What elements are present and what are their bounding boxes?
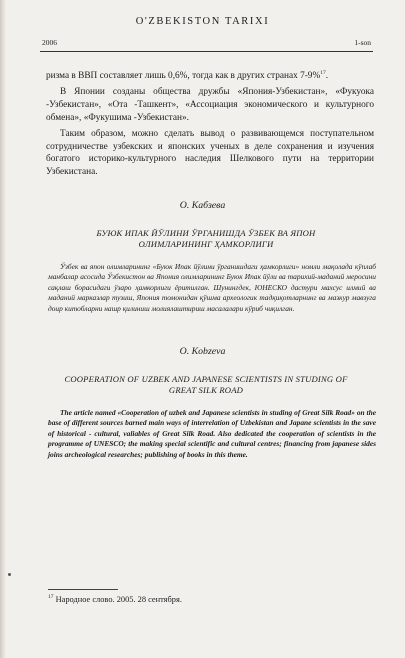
running-header-meta (42, 38, 371, 47)
body-paragraph: Таким образом, можно сделать вывод о развивающемся поступательном сотрудничестве узбекских и японских ученых в деле сохранения и изучения богатого историко-культурного наследия Шелкового пути на территории Узбекистана. (46, 128, 374, 178)
summary-uz-abstract (48, 262, 376, 314)
footnote-reference: 17 (320, 69, 326, 76)
summary-uz-author: О. Кабзева (179, 200, 226, 211)
footnote (48, 595, 182, 604)
footnote-text: Народное слово. 2005. 28 сентября. (55, 595, 182, 604)
summary-uz-abstract-text: Ўзбек ва япон олимларининг «Буюк Ипак йўлини ўрганишдаги ҳамкорлиги» номли мақолада кўплаб манбалар асосида Ўзбекистон ва Япония олимларининг Буюк Ипак йўли ва тарихий-маданий меросини сақлаш борасидаги ўзаро ҳамкорлиги ёритилган. Шунингдек, ЮНЕСКО дастури махсус илмий ва маданий марказлар тузиш, Япония томонидан қўшма археологик тадқиқотларнинг ва мазкур мавзуга доир китобларни нашр қилиниш молиялаштириш масалалари кўриб чиқилган. (48, 262, 376, 313)
header-year: 2006 (42, 38, 57, 47)
header-rule (40, 51, 373, 52)
article-body-text (46, 70, 374, 179)
summary-en-author: O. Kobzeva (179, 346, 226, 357)
scan-speck (8, 573, 11, 576)
summary-uz-title: БУЮК ИПАК ЙЎЛИНИ ЎРГАНИШДА ЎЗБЕК ВА ЯПОН ОЛИМЛАРИНИНГ ҲАМКОРЛИГИ (96, 228, 316, 250)
paragraph-end-punctuation: . (325, 71, 329, 81)
body-paragraph-text: ризма в ВВП составляет лишь 0,6%, тогда как в других странах 7-9% (46, 71, 321, 81)
header-issue: 1-son (354, 38, 371, 47)
body-paragraph (46, 70, 374, 83)
page-edge-shadow (0, 0, 6, 658)
summary-en-abstract-text: The article named «Cooperation of uzbek and Japanese scientists in studing of Great Silk Road» on the base of different sources barned main ways of interrelation of Uzbekistan and Japane scientists in the save of historical - cultural, valiables of Great Silk Road. Also dedicated the cooperation of scientists in the programme of UNESCO; the making special scientific and cultural centres; financing from japanese sides joins archeological researches; publishing of books in this theme. (48, 408, 376, 459)
summary-en-title: COOPERATION OF UZBEK AND JAPANESE SCIENTISTS IN STUDING OF GREAT SILK ROAD (64, 374, 348, 396)
summary-en-abstract (48, 408, 376, 460)
footnote-rule (48, 589, 118, 590)
body-paragraph: В Японии созданы общества дружбы «Япония-Узбекистан», «Фукуока -Узбекистан», «Ота -Ташкент», «Ассоциация экономического и культурного обмена», «Фукушима -Узбекистан». (46, 86, 374, 123)
running-header-journal-title: O'ZBEKISTON TARIXI (135, 16, 270, 27)
footnote-number: 17 (48, 594, 54, 601)
